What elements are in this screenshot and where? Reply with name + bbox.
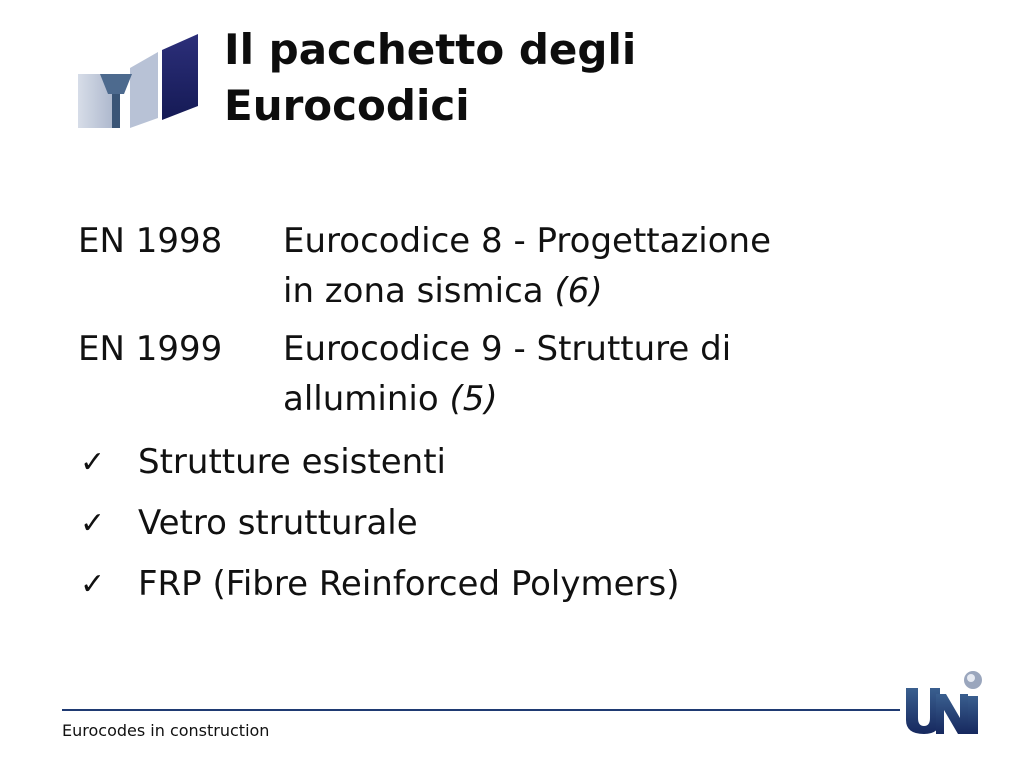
checklist-item bbox=[78, 493, 978, 554]
uni-logo-icon bbox=[900, 668, 982, 738]
code-description-text: alluminio bbox=[283, 379, 439, 419]
code-entry-en-1999 bbox=[78, 324, 978, 424]
code-description bbox=[283, 216, 923, 316]
title-line-2: Eurocodici bbox=[224, 81, 470, 130]
footer-text: Eurocodes in construction bbox=[62, 721, 270, 740]
checklist-item-label: Vetro strutturale bbox=[138, 503, 418, 543]
checkmark-icon: ✓ bbox=[80, 445, 106, 480]
code-description-line-2 bbox=[283, 374, 923, 424]
checklist-item bbox=[78, 554, 978, 615]
slide-content bbox=[78, 216, 978, 615]
code-description-line-1: Eurocodice 8 - Progettazione bbox=[283, 221, 772, 261]
eurocodes-logo-icon bbox=[76, 30, 202, 132]
code-note: (5) bbox=[449, 379, 498, 419]
code-note: (6) bbox=[554, 271, 603, 311]
code-description bbox=[283, 324, 923, 424]
checklist-item bbox=[78, 432, 978, 493]
checklist-item-label: FRP (Fibre Reinforced Polymers) bbox=[138, 564, 680, 604]
checkmark-icon: ✓ bbox=[80, 567, 106, 602]
checklist-item-label: Strutture esistenti bbox=[138, 442, 446, 482]
code-entry-en-1998 bbox=[78, 216, 978, 316]
code-description-line-1: Eurocodice 9 - Strutture di bbox=[283, 329, 732, 369]
page-title bbox=[224, 22, 984, 134]
code-description-line-2 bbox=[283, 266, 923, 316]
checkmark-icon: ✓ bbox=[80, 506, 106, 541]
code-description-text: in zona sismica bbox=[283, 271, 544, 311]
code-label: EN 1998 bbox=[78, 221, 223, 261]
code-label: EN 1999 bbox=[78, 329, 223, 369]
footer-divider bbox=[62, 709, 900, 711]
title-line-1: Il pacchetto degli bbox=[224, 25, 637, 74]
